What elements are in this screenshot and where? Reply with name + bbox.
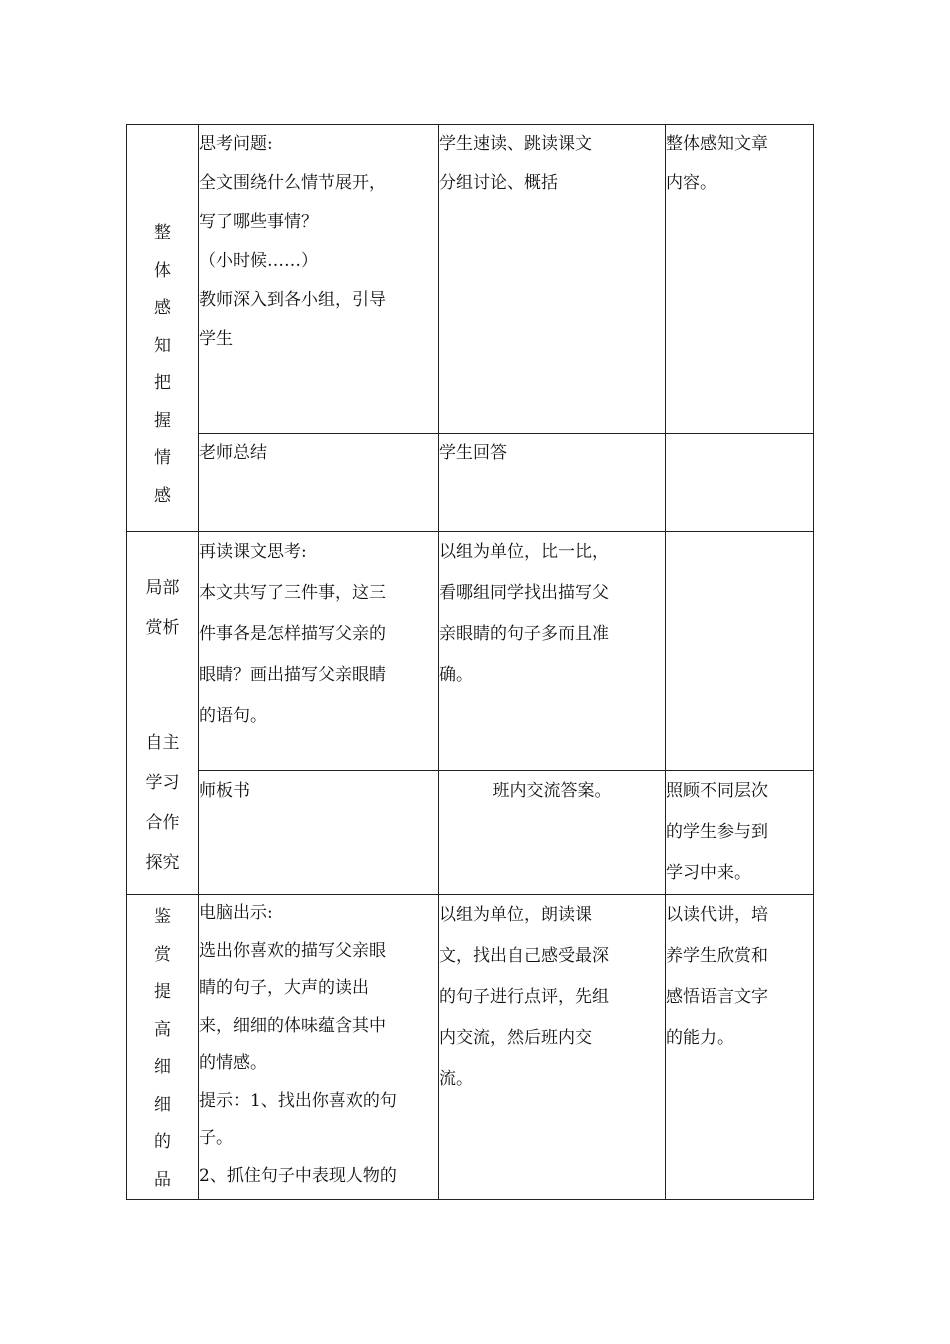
text-line: 内交流，然后班内交 (439, 1028, 592, 1048)
stage-char: 品 (154, 1169, 171, 1190)
text-line: 选出你喜欢的描写父亲眼 (199, 940, 386, 961)
stage-label: 赏析 (145, 618, 180, 638)
student-activity-cell (439, 895, 666, 1200)
stage-char: 的 (154, 1132, 171, 1152)
text-line: （小时候……） (199, 251, 318, 271)
stage-char: 鉴 (154, 907, 171, 927)
text-line: 思考问题: (199, 134, 273, 154)
table-row (127, 771, 814, 895)
lesson-plan-table (126, 124, 814, 1200)
text-line: 学生 (199, 329, 233, 349)
text-line: 养学生欣赏和 (666, 946, 768, 966)
text-line: 件事各是怎样描写父亲的 (199, 624, 386, 644)
text-line: 老师总结 (199, 443, 267, 463)
table-row (127, 434, 814, 532)
stage-char: 知 (154, 335, 171, 356)
design-intent-cell (666, 125, 814, 434)
text-line: 班内交流答案。 (492, 781, 612, 801)
stage-label: 局部 (145, 578, 180, 598)
stage-char: 整 (154, 223, 171, 243)
text-line: 确。 (439, 665, 473, 685)
teacher-activity-cell (199, 771, 439, 895)
table-row (127, 895, 814, 1200)
stage-label: 学习 (145, 773, 180, 793)
stage-char: 把 (154, 373, 171, 393)
stage-char: 感 (154, 298, 171, 318)
text-line: 以组为单位，朗读课 (439, 905, 592, 925)
stage-char: 握 (154, 410, 171, 431)
text-line: 的语句。 (199, 706, 267, 726)
student-activity-cell (439, 771, 666, 895)
student-activity-cell (439, 532, 666, 771)
design-intent-cell (666, 771, 814, 895)
teacher-activity-cell (199, 532, 439, 771)
text-line: 学生回答 (439, 443, 507, 463)
text-line: 本文共写了三件事，这三 (199, 583, 386, 603)
stage-label: 探究 (145, 853, 180, 873)
text-line: 2、抓住句子中表现人物的 (199, 1165, 397, 1186)
text-line: 的能力。 (666, 1028, 734, 1048)
text-line: 亲眼睛的句子多而且准 (439, 624, 609, 644)
teacher-activity-cell (199, 895, 439, 1200)
stage-label: 合作 (145, 813, 180, 833)
text-line: 电脑出示: (199, 903, 273, 923)
text-line: 子。 (199, 1128, 233, 1148)
text-line: 流。 (439, 1069, 473, 1089)
text-line: 感悟语言文字 (666, 987, 768, 1007)
text-line: 教师深入到各小组，引导 (199, 290, 386, 310)
text-line: 整体感知文章 (666, 134, 768, 154)
stage-char: 情 (154, 448, 171, 468)
student-activity-cell (439, 434, 666, 532)
text-line: 师板书 (199, 781, 250, 801)
text-line: 的学生参与到 (666, 822, 768, 842)
text-line: 眼睛？画出描写父亲眼睛 (199, 665, 386, 685)
stage-cell-local-appreciation (127, 532, 199, 895)
text-line: 以组为单位，比一比， (439, 542, 609, 562)
stage-char: 感 (154, 485, 171, 506)
text-line: 再读课文思考: (199, 542, 307, 562)
design-intent-cell (666, 532, 814, 771)
stage-char: 高 (154, 1019, 171, 1040)
text-line: 学生速读、跳读课文 (439, 134, 592, 154)
stage-char: 体 (154, 260, 171, 281)
text-line: 全文围绕什么情节展开， (199, 173, 386, 193)
teacher-activity-cell (199, 434, 439, 532)
student-activity-cell (439, 125, 666, 434)
text-line: 学习中来。 (666, 863, 751, 883)
text-line: 睛的句子，大声的读出 (199, 978, 369, 998)
text-line: 分组讨论、概括 (439, 173, 558, 193)
text-line: 看哪组同学找出描写父 (439, 583, 609, 603)
text-line: 内容。 (666, 173, 717, 193)
teacher-activity-cell (199, 125, 439, 434)
stage-char: 细 (154, 1094, 171, 1115)
text-line: 提示：1、找出你喜欢的句 (199, 1090, 397, 1111)
stage-char: 细 (154, 1057, 171, 1077)
text-line: 以读代讲，培 (666, 905, 768, 925)
text-line: 照顾不同层次 (666, 781, 768, 801)
text-line: 来，细细的体味蕴含其中 (199, 1015, 386, 1036)
table-row (127, 532, 814, 771)
design-intent-cell (666, 895, 814, 1200)
stage-char: 赏 (154, 944, 171, 965)
text-line: 写了哪些事情？ (199, 212, 318, 232)
stage-label: 自主 (145, 733, 180, 753)
stage-char: 提 (154, 982, 171, 1002)
text-line: 文，找出自己感受最深 (439, 946, 609, 966)
text-line: 的句子进行点评，先组 (439, 987, 609, 1007)
stage-cell-overall-perception (127, 125, 199, 532)
stage-cell-appreciation (127, 895, 199, 1200)
table-row (127, 125, 814, 434)
design-intent-cell (666, 434, 814, 532)
text-line: 的情感。 (199, 1053, 267, 1073)
